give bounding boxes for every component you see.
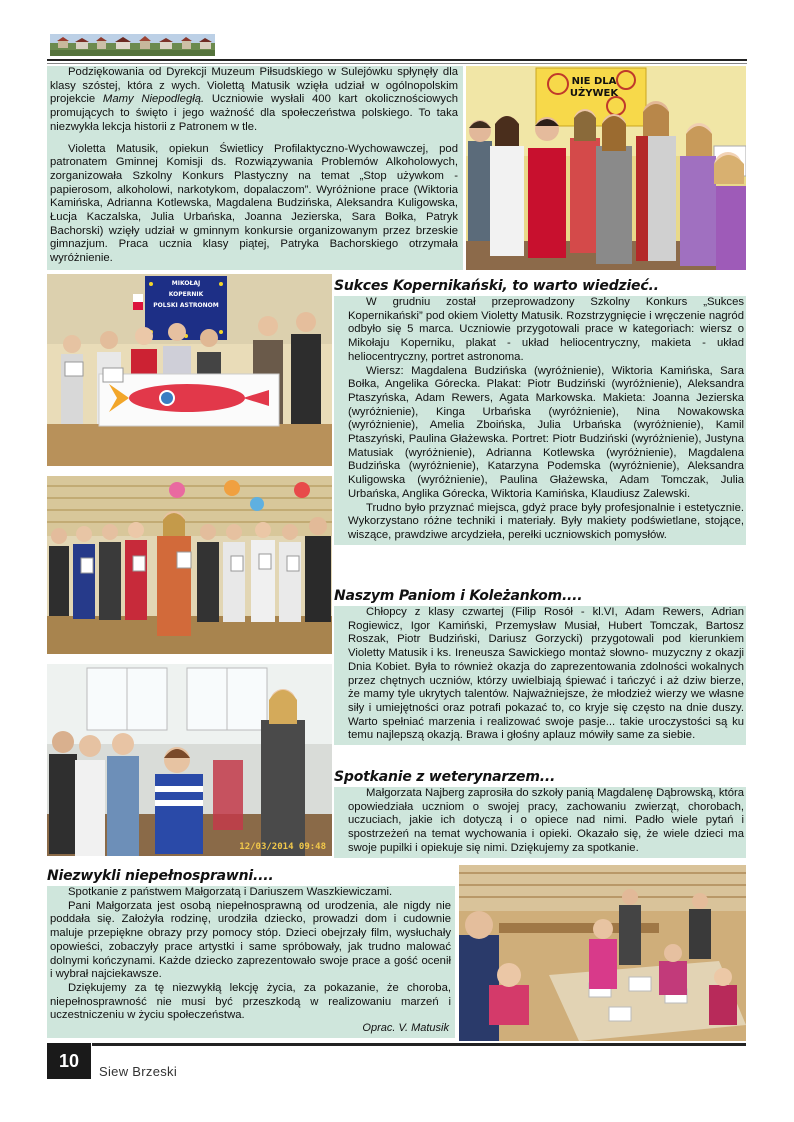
contest-paragraph: Violetta Matusik, opiekun Świetlicy Profilaktyczno-Wychowawczej, pod patronatem Gminnej Komisji ds. Rozwiązywania Problemów Alkoholowych, zorganizowała Szkolny Konkurs Plastyczny na temat „Stop używkom - papierosom, alkoholowi, narkotykom, dopalaczom”. Wyróżnione prace (Wiktoria Kamińska, Adrianna Kotlewska, Magdalena Budzińska, Aleksandra Kuligowska, Łucja Kaczalska, Julia Urbańska, Joanna Jezierska, Sara Bołka, Patryk Bachorski) wzięły udział w gminnym konkursie organizowanym przez brzeskie gimnazjum. Praca ucznia klasy piątej, Patryka Bachorskiego otrzymała wyróżnienie. (50, 142, 458, 265)
disabled-paragraph-2: Pani Małgorzata jest osobą niepełnosprawną od urodzenia, ale nigdy nie poddała się. Założyła rodzinę, urodziła dziecko, prowadzi dom i cudownie maluje przepiękne obrazy przy pomocy stóp. Dzieci obejrzały film, wysłuchały opowieści, zobaczyły prace artystki i same spróbowały, jak trudno malować dolnymi kończynami. Każde dziecko zaprezentowało swoje prace a gość ocenił i wybrał najciekawsze. (50, 899, 451, 981)
vet-body (334, 787, 746, 858)
vet-heading: Spotkanie z weterynarzem... (334, 769, 556, 785)
women-day-heading: Naszym Paniom i Koleżankom.... (334, 588, 583, 604)
photo-rocket-banner (47, 274, 332, 466)
page-number-box (47, 1043, 91, 1079)
publication-name: Siew Brzeski (99, 1064, 178, 1079)
women-day-body (334, 606, 746, 745)
kopernik-board-line2: KOPERNIK (168, 291, 204, 298)
kopernik-paragraph-3: Trudno było przyznać miejsca, gdyż prace były profesjonalnie i estetycznie. Wykorzystano różne techniki i materiały. Były makiety podświetlane, stojące, wiszące, prawdziwe arcydzieła, perełki uczniowskich pomysłów. (348, 501, 744, 541)
museum-thanks-paragraph: Podziękowania od Dyrekcji Muzeum Piłsudskiego w Sulejówku spłynęły dla klasy szóstej, która z wych. Violettą Matusik wzięła udział w ogólnopolskim projekcie Mamy Niepodległą. Uczniowie wysłali 400 kart okolicznościowych promujących to święto i jego ważność dla społeczeństwa polskiego. To taka niezwykła lekcja historii z Patronem w tle. (50, 66, 458, 133)
kopernik-paragraph-1: W grudniu został przeprowadzony Szkolny Konkurs „Sukces Kopernikański” pod okiem Violetty Matusik. Rozstrzygnięcie i wręczenie nagród odbyło się 5 marca. Uczniowie przygotowali prace w kategoriach: wiersz o Mikołaju Koperniku, plakat - układ heliocentryczny, makieta - układ heliocentryczny, portret astronoma. (348, 296, 744, 363)
header-rule-thin (47, 63, 747, 64)
disabled-body (47, 886, 455, 1038)
disabled-paragraph-3: Dziękujemy za tę niezwykłą lekcję życia, za pokazanie, że choroba, niepełnosprawność nie musi być przeszkodą w realizowaniu marzeń i uczestniczeniu w życiu społeczeństwa. (50, 981, 451, 1022)
photo-girls-poster (466, 66, 746, 270)
photo-classroom-performance (47, 664, 332, 856)
kopernik-section (334, 278, 746, 545)
photo-painting-workshop (459, 865, 746, 1041)
women-day-paragraph: Chłopcy z klasy czwartej (Filip Rosół - kl.VI, Adam Rewers, Adrian Rogiewicz, Igor Kamiński, Przemysław Musiał, Hubert Tomczak, Bartosz Roszak, Piotr Budziński, Dariusz Gorzycki) przygotowali pod kierunkiem Violetty Matusik i ks. Ireneusza Sawickiego montaż słowno- muzyczny z okazji Dnia Kobiet. Była to również okazja do zaprezentowania zdolności wokalnych przez chętnych uczniów, którzy uwielbiają śpiewać i tańczyć i aż dziw bierze, że mamy tyle ukrytych talentów. Najważniejsze, że młodzież wierzy we własne siły i umiejętności oraz potrafi pokazać to, co kryje się często na dnie duszy. Warto spełniać marzenia i realizować swoje pasje... takie uroczystości są ku temu najlepszą okazją. Brawa i głośny aplauz mówiły same za siebie. (348, 606, 744, 742)
intro-panel (47, 66, 463, 270)
photo-timestamp: 12/03/2014 09:48 (239, 842, 326, 852)
photo-award-ceremony (47, 476, 332, 654)
poster-sign (544, 76, 644, 100)
vet-paragraph: Małgorzata Najberg zaprosiła do szkoły panią Magdalenę Dąbrowską, która opowiedziała uczniom o swojej pracy, zachowaniu zwierząt, chorobach, uczuciach, jakie ich dotyczą i o opiece nad nimi. Padło wiele pytań i spostrzeżeń na temat wychowania i opieki. Okazało się, że wiele dzieci ma swoje pupilki i opiekuje się nimi. Dziękujemy za spotkanie. (348, 787, 745, 854)
footer-rule (92, 1043, 746, 1046)
kopernik-paragraph-2: Wiersz: Magdalena Budzińska (wyróżnienie), Wiktoria Kamińska, Sara Bołka, Angelika Górecka. Plakat: Piotr Budziński (wyróżnienie), Aleksandra Ptaszyńska, Adam Rewers, Agata Markowska. Makieta: Joanna Jezierska (wyróżnienie), Kinga Urbańska (wyróżnienie), Nina Nowakowska (wyróżnienie), Amelia Zboińska, Julia Urbańska (wyróżnienie), Kamil Ptaszyński, Paulina Głażewska. Portret: Piotr Budziński (wyróżnienie), Justyna Matusiak (wyróżnienie), Adrianna Kotlewska (wyróżnienie), Magdalena Budzińska (wyróżnienie), Katarzyna Podemska (wyróżnienie), Aleksandra Kuligowska (wyróżnienie), Paulina Głażewska, Adam Tomczak, Julia Urbańska, Anglika Górecka, Wiktoria Kamińska, Klaudiusz Zalewski. (348, 364, 744, 500)
disabled-heading: Niezwykli niepełnosprawni.... (47, 868, 274, 884)
header-banner-photo (50, 34, 215, 56)
disabled-paragraph-1: Spotkanie z państwem Małgorzatą i Dariuszem Waszkiewiczami. (68, 886, 393, 898)
women-day-section (334, 588, 746, 745)
kopernik-board-line1: MIKOŁAJ (171, 280, 201, 287)
author-signature: Oprac. V. Matusik (362, 1022, 449, 1035)
kopernik-body (334, 296, 746, 545)
disabled-section (47, 868, 455, 1038)
kopernik-board (151, 278, 221, 311)
vet-section (334, 769, 746, 858)
poster-sign-line1: NIE DLA (571, 76, 617, 87)
page-number: 10 (58, 1051, 80, 1071)
header-rule (47, 59, 747, 61)
poster-sign-line2: UŻYWEK (569, 88, 619, 99)
kopernik-board-line3: POLSKI ASTRONOM (153, 302, 219, 309)
kopernik-heading: Sukces Kopernikański, to warto wiedzieć.. (334, 278, 659, 294)
